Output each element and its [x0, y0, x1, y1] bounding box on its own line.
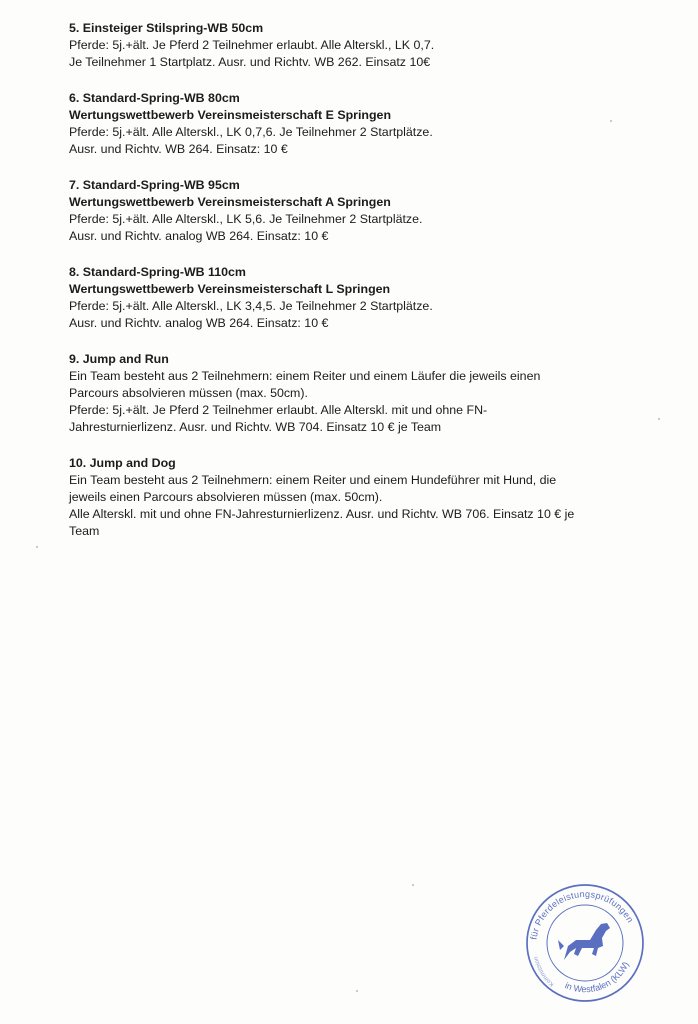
- section-7: [69, 177, 649, 245]
- section-title: 8. Standard-Spring-WB 110cm: [69, 265, 246, 279]
- section-line: Pferde: 5j.+ält. Je Pferd 2 Teilnehmer erlaubt. Alle Alterskl., LK 0,7.: [69, 38, 435, 52]
- section-5: [69, 20, 649, 71]
- section-8: [69, 264, 649, 332]
- section-title: 9. Jump and Run: [69, 352, 169, 366]
- section-line: Ein Team besteht aus 2 Teilnehmern: einem Reiter und einem Läufer die jeweils einen: [69, 369, 541, 383]
- scan-speck: [356, 990, 358, 992]
- section-title: 10. Jump and Dog: [69, 456, 176, 470]
- section-line: Jahresturnierlizenz. Ausr. und Richtv. WB 704. Einsatz 10 € je Team: [69, 420, 442, 434]
- section-title: 5. Einsteiger Stilspring-WB 50cm: [69, 21, 264, 35]
- scan-speck: [658, 418, 660, 420]
- section-line: Ausr. und Richtv. analog WB 264. Einsatz: 10 €: [69, 316, 329, 330]
- section-line: Pferde: 5j.+ält. Je Pferd 2 Teilnehmer erlaubt. Alle Alterskl. mit und ohne FN-: [69, 403, 488, 417]
- document-body: [69, 20, 649, 559]
- section-subtitle: Wertungswettbewerb Vereinsmeisterschaft L Springen: [69, 282, 391, 296]
- section-line: Pferde: 5j.+ält. Alle Alterskl., LK 0,7,6. Je Teilnehmer 2 Startplätze.: [69, 125, 433, 139]
- stamp-bottom-text: in Westfalen (KLW): [563, 960, 631, 995]
- scan-speck: [36, 546, 38, 548]
- scan-speck: [610, 120, 612, 122]
- section-6: [69, 90, 649, 158]
- stamp-top-text: für Pferdeleistungsprüfungen: [528, 888, 636, 941]
- section-line: Ausr. und Richtv. analog WB 264. Einsatz: 10 €: [69, 229, 329, 243]
- section-line: Ein Team besteht aus 2 Teilnehmern: einem Reiter und einem Hundeführer mit Hund, die: [69, 473, 557, 487]
- section-line: jeweils einen Parcours absolvieren müssen (max. 50cm).: [69, 490, 383, 504]
- scan-speck: [412, 884, 414, 886]
- section-9: [69, 351, 649, 436]
- stamp-left-text: Kommission: [533, 955, 556, 988]
- horse-icon: [558, 923, 610, 960]
- section-10: [69, 455, 649, 540]
- section-line: Parcours absolvieren müssen (max. 50cm).: [69, 386, 308, 400]
- section-title: 6. Standard-Spring-WB 80cm: [69, 91, 240, 105]
- association-stamp: [524, 882, 646, 1004]
- section-line: Pferde: 5j.+ält. Alle Alterskl., LK 3,4,5. Je Teilnehmer 2 Startplätze.: [69, 299, 433, 313]
- section-line: Team: [69, 524, 100, 538]
- section-line: Ausr. und Richtv. WB 264. Einsatz: 10 €: [69, 142, 288, 156]
- section-line: Pferde: 5j.+ält. Alle Alterskl., LK 5,6. Je Teilnehmer 2 Startplätze.: [69, 212, 423, 226]
- section-line: Je Teilnehmer 1 Startplatz. Ausr. und Richtv. WB 262. Einsatz 10€: [69, 55, 431, 69]
- section-subtitle: Wertungswettbewerb Vereinsmeisterschaft A Springen: [69, 195, 391, 209]
- section-subtitle: Wertungswettbewerb Vereinsmeisterschaft E Springen: [69, 108, 392, 122]
- section-title: 7. Standard-Spring-WB 95cm: [69, 178, 240, 192]
- section-line: Alle Alterskl. mit und ohne FN-Jahresturnierlizenz. Ausr. und Richtv. WB 706. Einsatz 10 € je: [69, 507, 575, 521]
